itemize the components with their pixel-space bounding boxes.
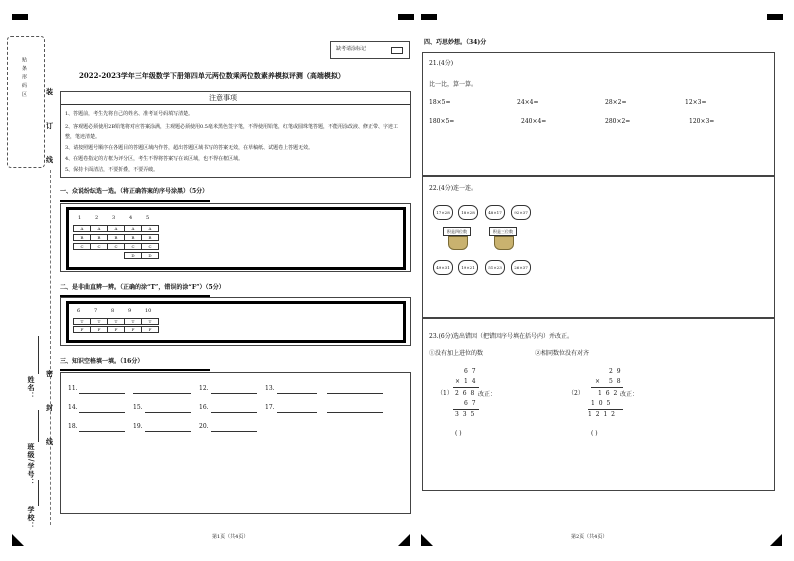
section1-bubble-q3-A[interactable]: A (107, 225, 125, 232)
section4-title: 四、巧思妙想。（34)分 (424, 39, 487, 46)
corner-mark-tl (12, 14, 28, 20)
notice-item-4: 4、在题卷指定的方框为评分区，考生不得将答案写在该区域，也不得在框区域。 (65, 156, 244, 162)
blank-label-15: 15. (133, 404, 143, 411)
blank-label-18: 18. (68, 423, 78, 430)
q21-expr-3: 28×2= (605, 99, 627, 106)
calc1-label: （1） (437, 390, 453, 397)
absent-mark-box (330, 41, 410, 59)
notice-title: 注意事项 (209, 94, 237, 102)
section1-bubble-q2-C[interactable]: C (90, 243, 108, 250)
calc1-fix: 改正： (478, 391, 497, 398)
barcode-label: 贴 条 形 码 区 (21, 57, 27, 98)
calc2-fix: 改正： (620, 391, 639, 398)
blank-label-16: 16. (199, 404, 209, 411)
section2-bubble-q9-F[interactable]: F (124, 326, 142, 333)
name-label: 姓名： (27, 376, 36, 400)
section1-bubble-q5-A[interactable]: A (141, 225, 159, 232)
blank-label-11: 11. (68, 385, 78, 392)
apple-top-2: 18×28 (458, 205, 478, 220)
blank-15-line[interactable] (145, 412, 191, 413)
corner-mark-tm2 (421, 14, 437, 20)
section1-bubble-q5-B[interactable]: B (141, 234, 159, 241)
section2-outer (60, 297, 411, 346)
calc2-result: 1 2 1 2 (588, 411, 616, 418)
section1-bubble-q1-C[interactable]: C (73, 243, 91, 250)
corner-triangle-br (770, 534, 782, 546)
q21-expr-7: 280×2= (605, 118, 631, 125)
section1-bubble-q1-A[interactable]: A (73, 225, 91, 232)
calc2-rule-2 (588, 409, 623, 410)
q23-header: 23.(6分)选出错因（把错因序号填在括号内）并改正。 (429, 333, 574, 340)
section2-bubble-q9-T[interactable]: T (124, 318, 142, 325)
blank-label-19: 19. (133, 423, 143, 430)
section2-qnum-9: 9 (128, 308, 132, 314)
notice-divider (61, 104, 410, 105)
apple-bottom-1: 49×31 (433, 260, 453, 275)
section2-bubble-q10-T[interactable]: T (141, 318, 159, 325)
blank-11-line-b[interactable] (133, 393, 191, 394)
q23-box (422, 317, 775, 491)
section1-qnum-4: 4 (129, 215, 133, 221)
section1-outer (60, 203, 411, 272)
calc2-a: 2 9 (609, 368, 622, 375)
blank-14-line[interactable] (79, 412, 125, 413)
binding-char-3: 线 (46, 155, 53, 164)
section1-bubble-q2-B[interactable]: B (90, 234, 108, 241)
footer-right: 第2页（共4页） (571, 534, 608, 540)
notice-item-1: 1、答题前，考生先将自己的姓名、准考证号码填写清楚。 (65, 111, 194, 117)
absent-mark-checkbox[interactable] (391, 47, 403, 54)
blank-16-line[interactable] (211, 412, 257, 413)
exam-title: 2022-2023学年三年级数学下册第四单元两位数乘两位数素养模拟评测（高端模拟） (79, 71, 345, 80)
section2-answer-frame (66, 301, 406, 343)
section2-bubble-q8-T[interactable]: T (107, 318, 125, 325)
corner-triangle-bm1 (398, 534, 410, 546)
q21-expr-4: 12×3= (685, 99, 707, 106)
apple-top-4: 92×37 (511, 205, 531, 220)
section1-qnum-3: 3 (112, 215, 116, 221)
q23-reason-1: ①没有加上进位的数 (429, 350, 484, 357)
section1-bubble-q5-D[interactable]: D (141, 252, 159, 259)
section2-qnum-6: 6 (77, 308, 81, 314)
notice-item-2: 2、客观题必须使用2B铅笔将对应答案涂满，主观题必须使用0.5毫米黑色签字笔，不得使用铅笔，红笔或圆珠笔答题，不能用涂改液、修正带、字迹工整，笔迹清楚。 (65, 124, 398, 140)
q21-expr-5: 180×5= (429, 118, 455, 125)
section3-box (60, 372, 411, 514)
blank-label-12: 12. (199, 385, 209, 392)
section1-bubble-q4-C[interactable]: C (124, 243, 142, 250)
notice-box (60, 91, 411, 178)
apple-bottom-3: 51×23 (485, 260, 505, 275)
school-label: 学校： (27, 506, 36, 530)
basket-label-2: 积是三位数 (489, 227, 517, 236)
calc1-p2: 6 7 (464, 400, 477, 407)
q22-box (422, 175, 775, 319)
q21-expr-6: 240×4= (521, 118, 547, 125)
calc2-rule-1 (591, 387, 623, 388)
calc1-op: × (455, 378, 461, 385)
blank-12-line[interactable] (211, 393, 257, 394)
section1-underline (60, 200, 210, 202)
q23-reason-2: ②相同数位没有对齐 (535, 350, 590, 357)
q21-expr-1: 18×5= (429, 99, 451, 106)
section2-title: 二、是非曲直辨一辨。（正确的涂“T”，错误的涂“F”）（5分） (60, 284, 225, 291)
section1-bubble-q4-D[interactable]: D (124, 252, 142, 259)
blank-label-14: 14. (68, 404, 78, 411)
school-line[interactable] (38, 480, 39, 506)
blank-13-line-b[interactable] (327, 393, 383, 394)
section2-bubble-q6-F[interactable]: F (73, 326, 91, 333)
absent-mark-label: 缺考请涂标记 (336, 46, 367, 52)
calc2-b: 5 8 (609, 378, 622, 385)
section1-bubble-q1-B[interactable]: B (73, 234, 91, 241)
notice-item-3: 3、请按照题号顺序在各题目的答题区域内作答，超出答题区域书写的答案无效，在草稿纸、试题卷上答题无效。 (65, 145, 314, 151)
section2-qnum-7: 7 (94, 308, 98, 314)
blank-20-line[interactable] (211, 431, 257, 432)
blank-18-line[interactable] (79, 431, 125, 432)
seal-char-2: 封 (46, 403, 53, 412)
blank-19-line[interactable] (145, 431, 191, 432)
seal-char-1: 密 (46, 369, 53, 378)
section2-bubble-q6-T[interactable]: T (73, 318, 91, 325)
section1-bubble-q3-C[interactable]: C (107, 243, 125, 250)
calc1-p1: 2 6 8 (455, 390, 476, 397)
apple-top-1: 17×28 (433, 205, 453, 220)
apple-bottom-4: 26×37 (511, 260, 531, 275)
corner-triangle-bm2 (421, 534, 433, 546)
section1-qnum-1: 1 (78, 215, 82, 221)
blank-17-line-b[interactable] (327, 412, 383, 413)
section1-bubble-q4-A[interactable]: A (124, 225, 142, 232)
section2-bubble-q10-F[interactable]: F (141, 326, 159, 333)
binding-char-1: 装 (46, 87, 53, 96)
calc2-p1: 1 6 2 (598, 390, 619, 397)
blank-label-13: 13. (265, 385, 275, 392)
section1-qnum-5: 5 (146, 215, 150, 221)
blank-label-17: 17. (265, 404, 275, 411)
section1-qnum-2: 2 (95, 215, 99, 221)
seal-char-3: 线 (46, 437, 53, 446)
section1-title: 一、众说纷纭选一选。（将正确答案的序号涂黑）（5分） (60, 188, 209, 195)
class-line[interactable] (38, 410, 39, 442)
class-label: 班级/学号： (27, 443, 36, 487)
section1-bubble-q4-B[interactable]: B (124, 234, 142, 241)
section1-bubble-q2-A[interactable]: A (90, 225, 108, 232)
calc1-a: 6 7 (464, 368, 477, 375)
section2-bubble-q7-T[interactable]: T (90, 318, 108, 325)
corner-mark-tm1 (398, 14, 414, 20)
binding-char-2: 订 (46, 121, 53, 130)
section1-bubble-q3-B[interactable]: B (107, 234, 125, 241)
basket-2 (494, 236, 514, 250)
calc1-b: 1 4 (464, 378, 477, 385)
q21-expr-2: 24×4= (517, 99, 539, 106)
calc1-rule-2 (453, 409, 479, 410)
q22-header: 22.(4分)连一连。 (429, 185, 478, 192)
corner-triangle-bl (12, 534, 24, 546)
calc1-rule-1 (453, 387, 479, 388)
calc1-result: 3 3 5 (455, 411, 476, 418)
binding-dash-line (50, 170, 51, 525)
apple-bottom-2: 19×21 (458, 260, 478, 275)
section1-bubble-q5-C[interactable]: C (141, 243, 159, 250)
calc2-p2: 1 0 5 (591, 400, 612, 407)
name-line[interactable] (38, 336, 39, 374)
section2-bubble-q7-F[interactable]: F (90, 326, 108, 333)
corner-mark-tr (767, 14, 783, 20)
section1-answer-frame (66, 207, 406, 270)
basket-label-1: 积是四位数 (443, 227, 471, 236)
basket-1 (448, 236, 468, 250)
q21-header: 21.(4分) (429, 60, 454, 67)
blank-17-line-a[interactable] (277, 412, 317, 413)
apple-top-3: 48×17 (485, 205, 505, 220)
q21-expr-8: 120×3= (689, 118, 715, 125)
barcode-area (7, 36, 45, 168)
q21-box (422, 52, 775, 177)
section2-bubble-q8-F[interactable]: F (107, 326, 125, 333)
section2-qnum-8: 8 (111, 308, 115, 314)
footer-left: 第1页（共4页） (212, 534, 249, 540)
section3-title: 三、知识空格填一填。（16分） (60, 358, 144, 365)
calc2-label: （2） (568, 390, 584, 397)
blank-11-line-a[interactable] (79, 393, 125, 394)
blank-label-20: 20. (199, 423, 209, 430)
section3-underline (60, 369, 210, 371)
section2-qnum-10: 10 (145, 308, 152, 314)
blank-13-line-a[interactable] (277, 393, 317, 394)
calc2-op: × (595, 378, 601, 385)
calc1-paren[interactable]: ( ) (455, 430, 462, 437)
calc2-paren[interactable]: ( ) (591, 430, 598, 437)
notice-item-5: 5、保持卡面清洁，不要折叠，不要弄破。 (65, 167, 159, 173)
q21-prompt: 比一比，算一算。 (429, 81, 478, 88)
